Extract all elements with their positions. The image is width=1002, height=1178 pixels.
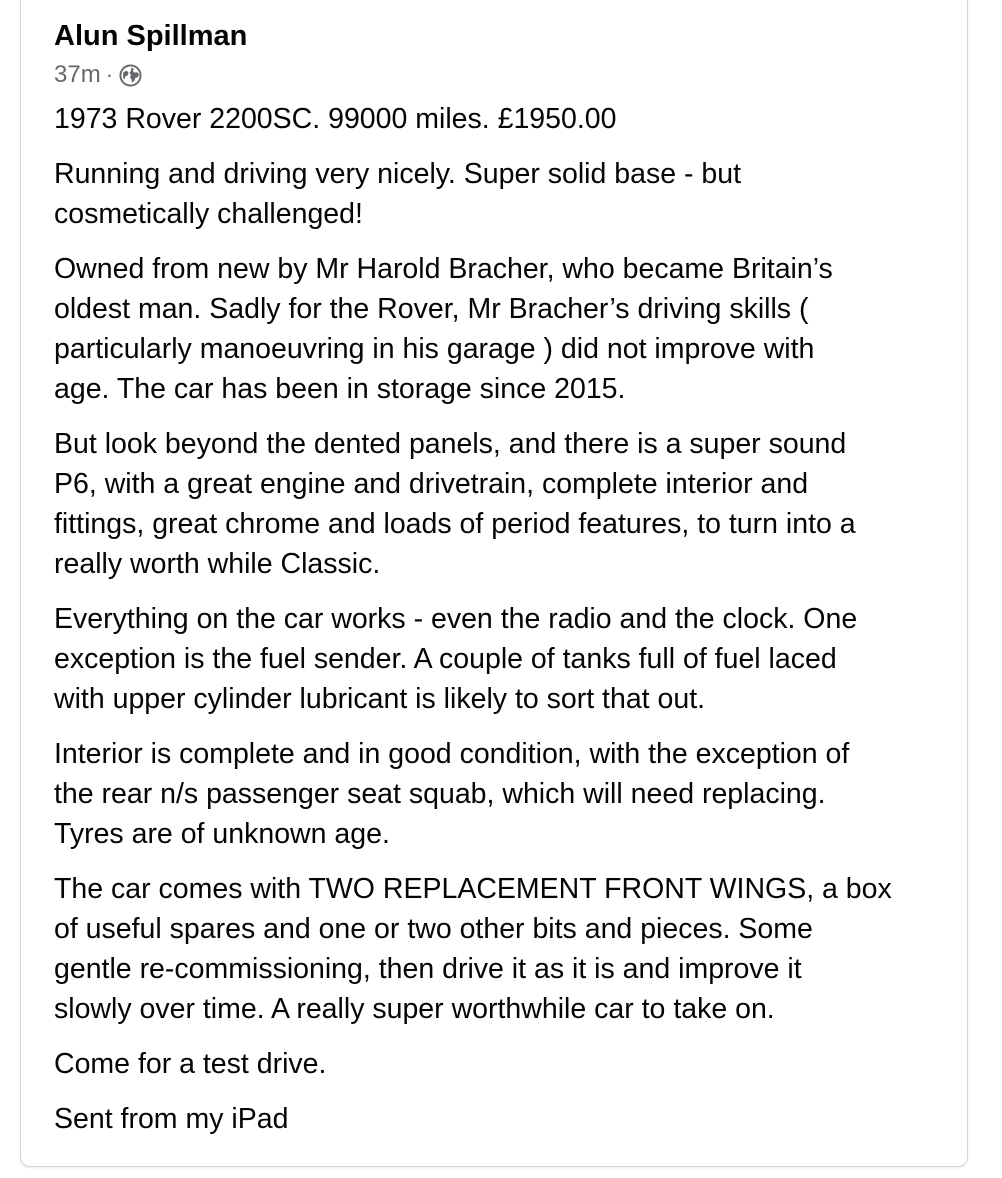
- meta-separator: ·: [105, 62, 114, 87]
- post-timestamp[interactable]: 37m: [54, 61, 101, 88]
- post-paragraph: Interior is complete and in good condition, with the exception of the rear n/s passenger seat squab, which will need replacing. Tyres are of unknown age.: [54, 738, 850, 850]
- post-paragraph: Running and driving very nicely. Super solid base - but cosmetically challenged!: [54, 158, 742, 230]
- post-content: [54, 18, 954, 1154]
- post-paragraph: Come for a test drive.: [54, 1048, 327, 1080]
- post-meta: [54, 60, 954, 90]
- post-body: [54, 99, 954, 1139]
- post-paragraph: Everything on the car works - even the radio and the clock. One exception is the fuel sender. A couple of tanks full of fuel laced with upper cylinder lubricant is likely to sort that out.: [54, 603, 858, 715]
- post-paragraph: 1973 Rover 2200SC. 99000 miles. £1950.00: [54, 103, 617, 135]
- post-paragraph: The car comes with TWO REPLACEMENT FRONT WINGS, a box of useful spares and one or two other bits and pieces. Some gentle re-commissioning, then drive it as it is and improve it slowly over time. A really super worthwhile car to take on.: [54, 873, 892, 1025]
- post-paragraph: Owned from new by Mr Harold Bracher, who became Britain’s oldest man. Sadly for the Rover, Mr Bracher’s driving skills ( particularly manoeuvring in his garage ) did not improve with age. The car has been in storage since 2015.: [54, 253, 833, 405]
- globe-icon[interactable]: [119, 64, 142, 87]
- post-paragraph: Sent from my iPad: [54, 1103, 289, 1135]
- post-paragraph: But look beyond the dented panels, and there is a super sound P6, with a great engine and drivetrain, complete interior and fittings, great chrome and loads of period features, to turn into a really worth while Classic.: [54, 428, 856, 580]
- post-author-name[interactable]: Alun Spillman: [54, 20, 248, 52]
